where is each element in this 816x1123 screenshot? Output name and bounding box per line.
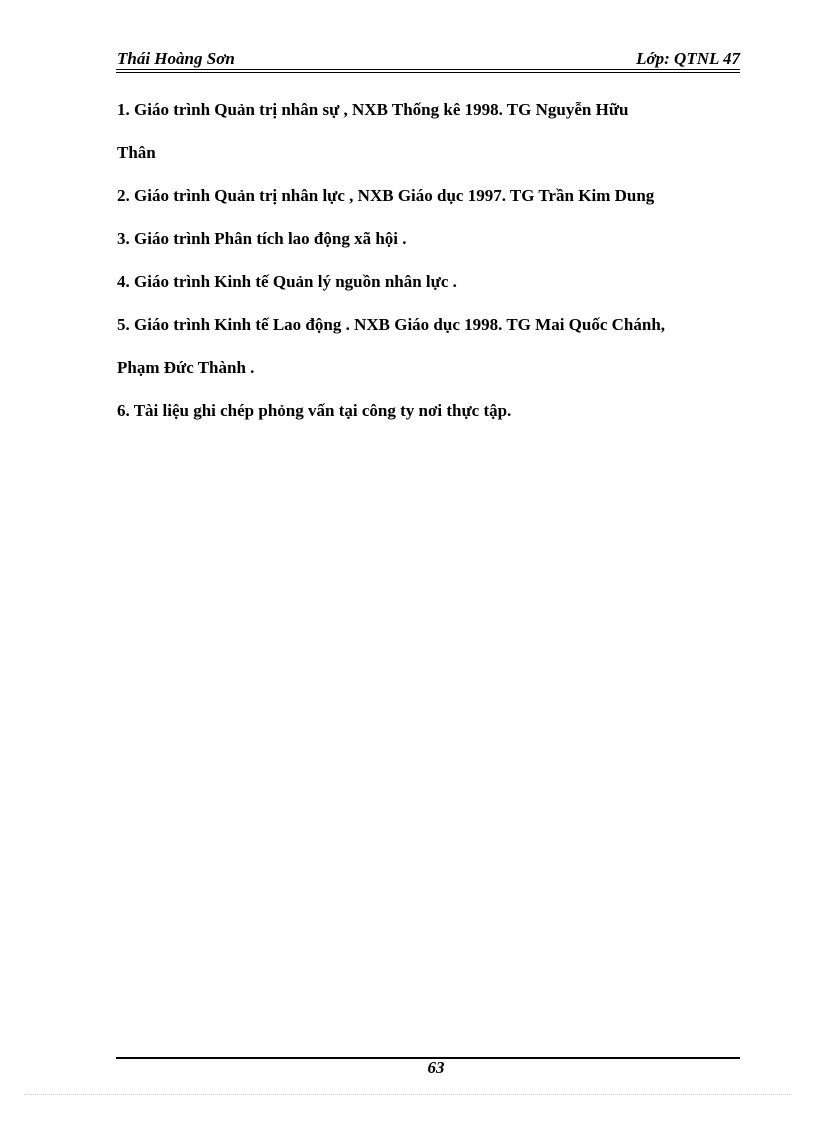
reference-1: 1. Giáo trình Quản trị nhân sự , NXB Thống kê 1998. TG Nguyễn Hữu	[117, 100, 629, 119]
header-author: Thái Hoàng Sơn	[117, 49, 235, 68]
reference-2: 2. Giáo trình Quản trị nhân lực , NXB Giáo dục 1997. TG Trần Kim Dung	[117, 186, 655, 205]
reference-6: 6. Tài liệu ghi chép phỏng vấn tại công ty nơi thực tập.	[117, 401, 512, 420]
header-rule-top	[116, 69, 740, 70]
reference-5: 5. Giáo trình Kinh tế Lao động . NXB Giáo dục 1998. TG Mai Quốc Chánh,	[117, 315, 666, 334]
page-bottom-divider	[24, 1094, 792, 1095]
page-header	[116, 49, 740, 71]
reference-4: 4. Giáo trình Kinh tế Quản lý nguồn nhân lực .	[117, 272, 457, 291]
header-rule-bottom	[116, 72, 740, 73]
page-number: 63	[427, 1058, 445, 1077]
reference-3: 3. Giáo trình Phân tích lao động xã hội .	[117, 229, 407, 248]
reference-1-continued: Thân	[117, 143, 156, 162]
header-class-label: Lớp: QTNL 47	[636, 49, 740, 68]
reference-list	[117, 88, 747, 432]
reference-5-continued: Phạm Đức Thành .	[117, 358, 255, 377]
